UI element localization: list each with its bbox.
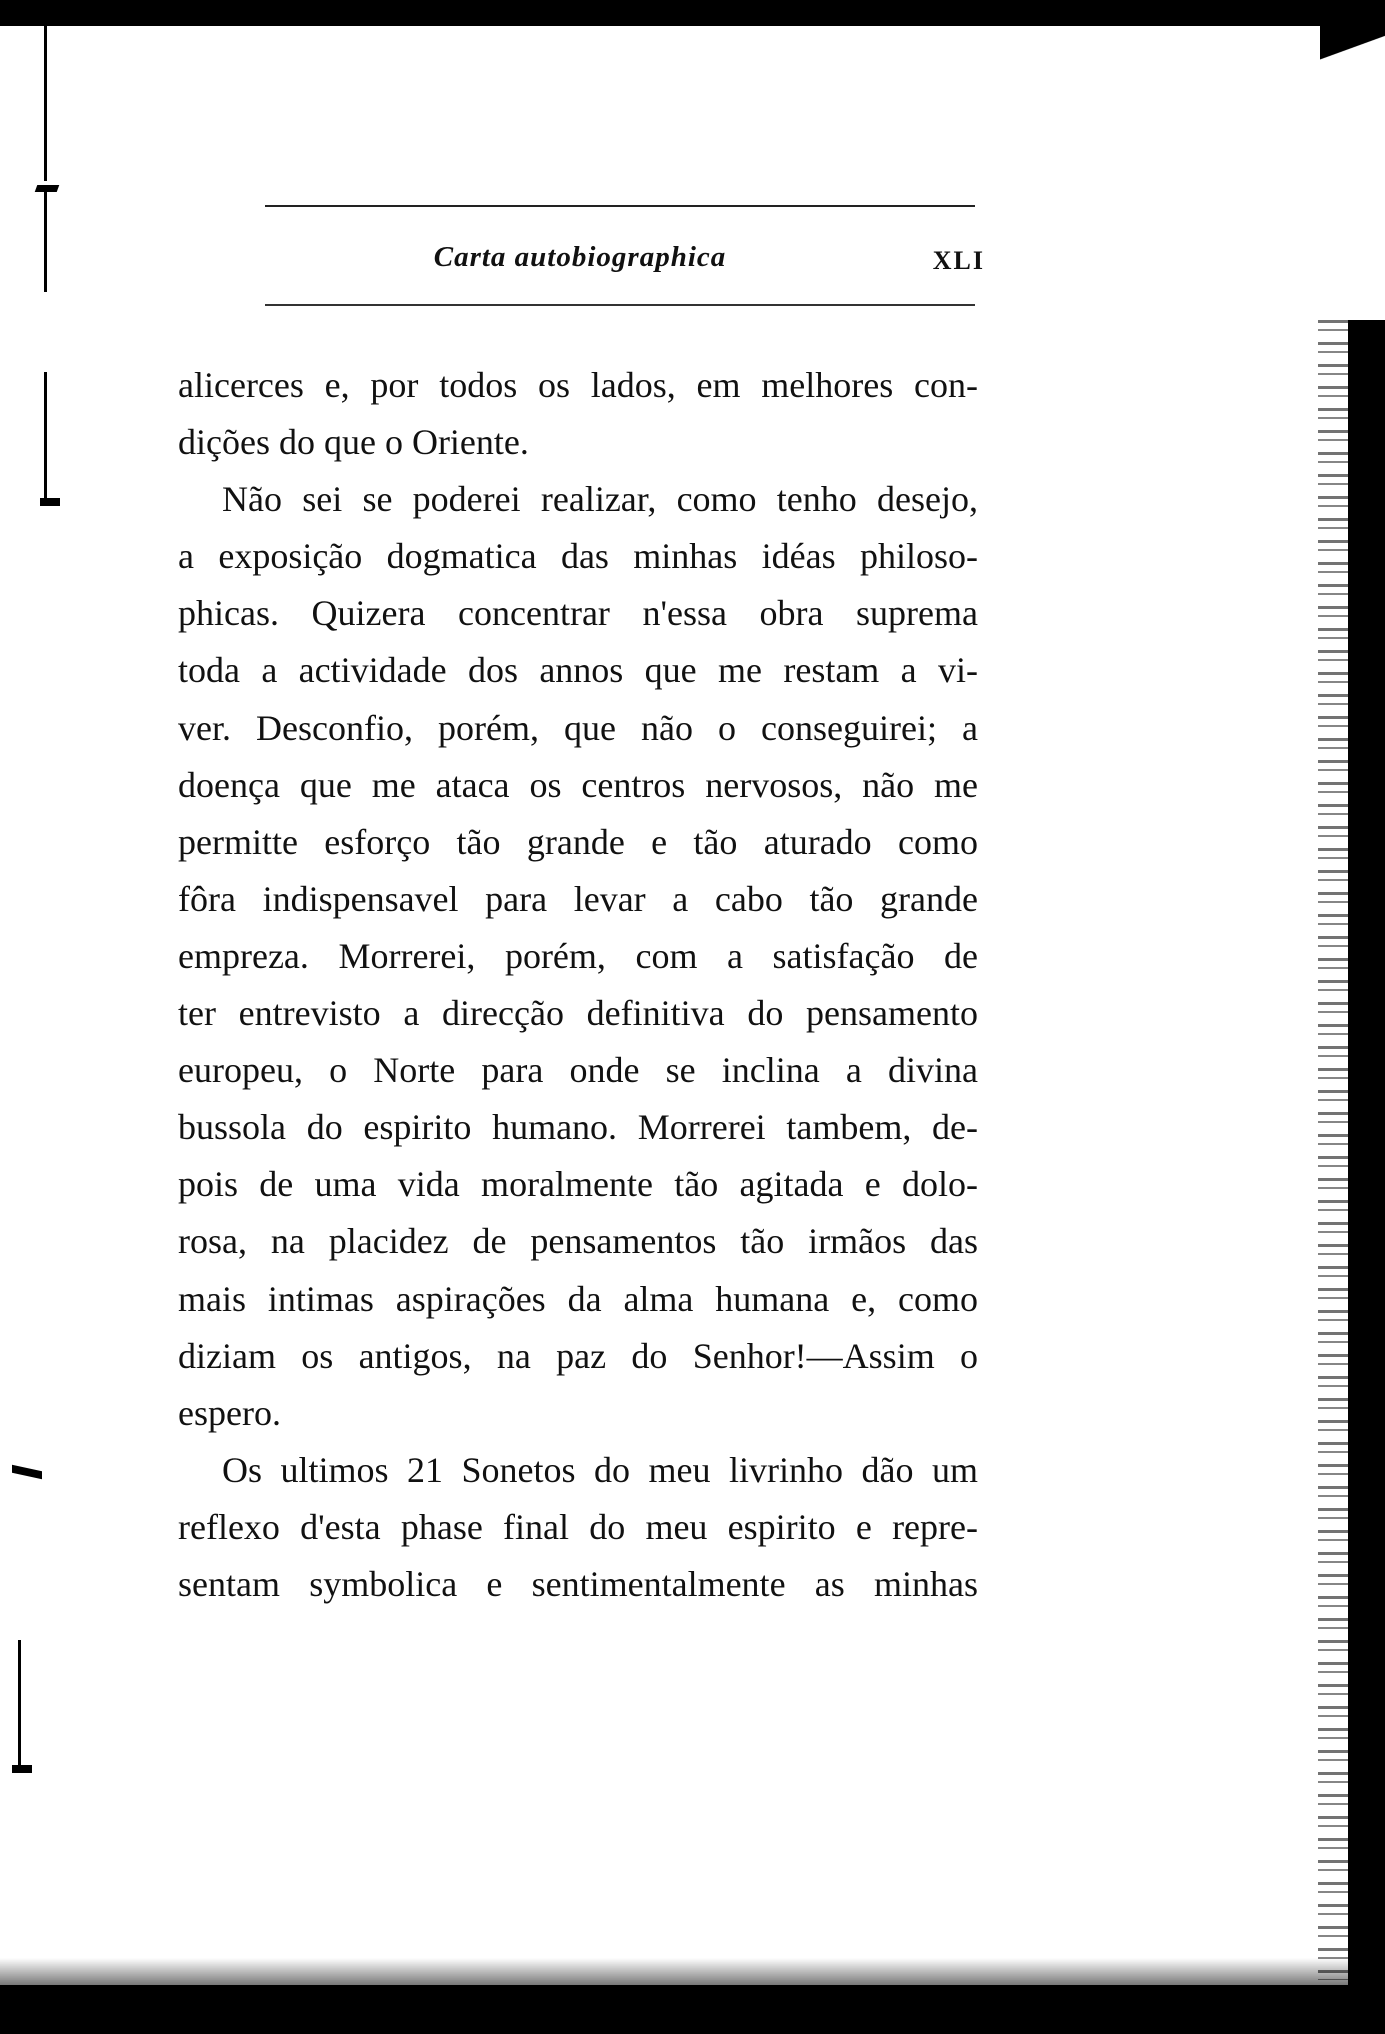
- text-line: fôra indispensavel para levar a cabo tão grande: [178, 878, 978, 919]
- text-line: Não sei se poderei realizar, como tenho desejo,: [222, 479, 978, 520]
- text-line: rosa, na placidez de pensamentos tão irmãos das: [178, 1221, 978, 1262]
- scan-corner-top-right: [1320, 26, 1385, 76]
- text-line: alicerces e, por todos os lados, em melhores con-: [178, 365, 978, 405]
- header-rule-top: [265, 205, 975, 207]
- paragraph: [178, 357, 978, 471]
- scan-shadow-bottom: [0, 1958, 1385, 1986]
- text-line: diziam os antigos, na paz do Senhor!—Assim o: [178, 1335, 978, 1376]
- header-rule-bottom: [265, 304, 975, 306]
- text-line: ver. Desconfio, porém, que não o conseguirei; a: [178, 707, 978, 748]
- text-line: mais intimas aspirações da alma humana e, como: [178, 1278, 978, 1319]
- text-line: phicas. Quizera concentrar n'essa obra suprema: [178, 593, 978, 634]
- scan-left-mark: [12, 1465, 42, 1479]
- text-line: pois de uma vida moralmente tão agitada e dolo-: [178, 1164, 978, 1205]
- scan-left-rule: [44, 372, 47, 502]
- text-line: sentam symbolica e sentimentalmente as minhas: [178, 1563, 978, 1604]
- scan-left-mark: [12, 1765, 32, 1773]
- text-line: empreza. Morrerei, porém, com a satisfação de: [178, 935, 978, 976]
- scan-left-rule: [18, 1640, 21, 1770]
- scan-page-edge-right: [1318, 320, 1350, 1980]
- scan-left-rule: [44, 192, 47, 292]
- scan-border-top: [0, 0, 1385, 26]
- paragraph: [178, 1442, 978, 1613]
- scan-border-bottom: [0, 1985, 1385, 2034]
- text-line: europeu, o Norte para onde se inclina a divina: [178, 1050, 978, 1091]
- text-line: permitte esforço tão grande e tão aturado como: [178, 821, 978, 862]
- paragraph: [178, 471, 978, 1442]
- text-line: ter entrevisto a direcção definitiva do pensamento: [178, 993, 978, 1034]
- text-line: a exposição dogmatica das minhas idéas philoso-: [178, 536, 978, 577]
- text-line: espero.: [178, 1392, 281, 1433]
- text-line: dições do que o Oriente.: [178, 422, 529, 463]
- body-text: [178, 357, 978, 1613]
- scan-left-mark: [35, 185, 60, 192]
- scan-left-mark: [40, 498, 60, 506]
- running-header-title: Carta autobiographica: [433, 241, 727, 273]
- text-line: bussola do espirito humano. Morrerei tambem, de-: [178, 1107, 978, 1148]
- text-line: Os ultimos 21 Sonetos do meu livrinho dão um: [222, 1449, 978, 1490]
- text-line: toda a actividade dos annos que me restam a vi-: [178, 650, 978, 691]
- text-line: doença que me ataca os centros nervosos, não me: [178, 764, 978, 805]
- scan-left-rule: [44, 26, 47, 181]
- scan-border-right: [1348, 320, 1385, 2000]
- page-number: XLI: [932, 246, 985, 275]
- text-line: reflexo d'esta phase final do meu espirito e repre-: [178, 1506, 978, 1547]
